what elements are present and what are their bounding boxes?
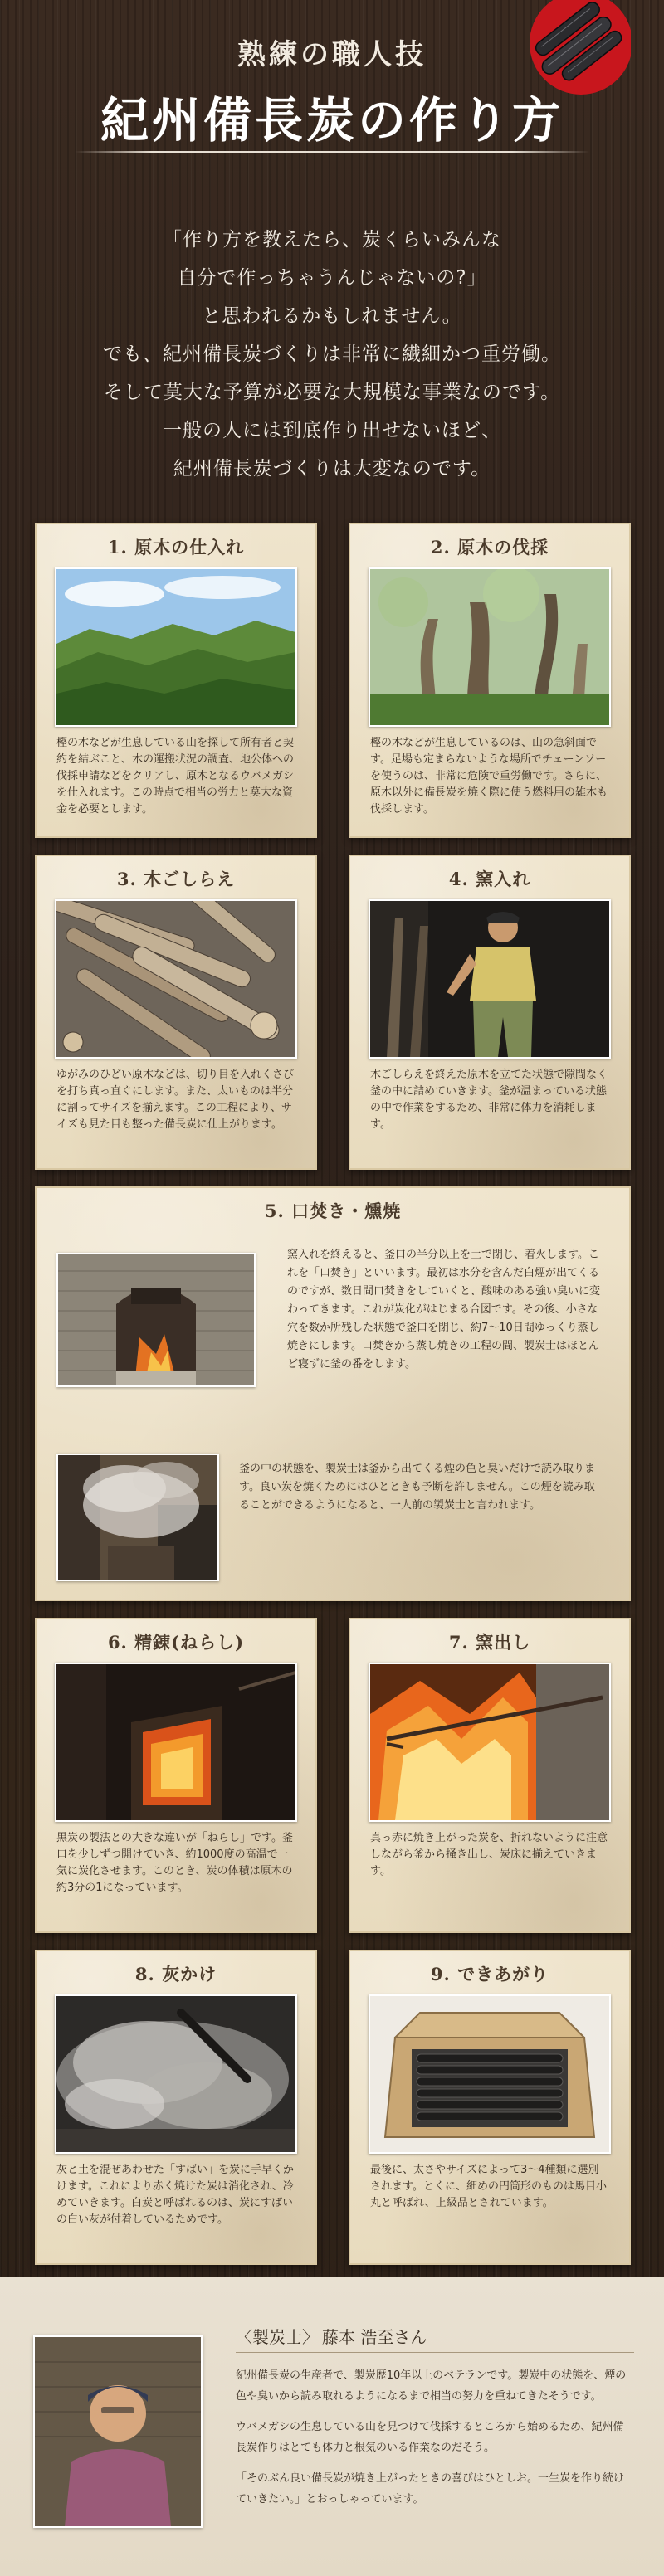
boxed-charcoal-photo (369, 1994, 611, 2154)
step-card-1 (35, 523, 317, 838)
step-title: 8. 灰かけ (134, 1964, 217, 1984)
intro-line: でも、紀州備長炭づくりは非常に繊細かつ重労働。 (103, 343, 561, 365)
kiln-mouth-fire-photo (56, 1253, 256, 1387)
step-card-7 (349, 1618, 631, 1933)
step-title: 6. 精錬(ねらし) (107, 1632, 245, 1653)
step-description-main: 窯入れを終えると、釜口の半分以上を土で閉じ、着火します。これを「口焚き」といいます。最初は水分を含んだ白煙が出てくるのですが、数日間口焚きをしていくと、酸味のある強い臭いに変わってきます。これが炭化がはじまる合図です。その後、小さな穴を数か所残した状態で釜口を閉じ、約7〜10日間ゆっくり蒸し焼きにします。口焚きから蒸し焼きの工程の間、製炭士はほとんど寝ずに釜の番をします。 (287, 1249, 601, 1371)
intro-line: そして莫大な予算が必要な大規模な事業なのです。 (103, 382, 561, 403)
step-title: 4. 窯入れ (448, 869, 531, 889)
producer-profile (0, 2277, 664, 2576)
kiln-smoke-photo (56, 1454, 219, 1581)
producer-role-label: 〈製炭士〉 (236, 2327, 319, 2347)
step-card-9 (349, 1950, 631, 2265)
step-title: 3. 木ごしらえ (116, 869, 236, 889)
step-title: 7. 窯出し (448, 1632, 531, 1653)
step-description: 灰と土を混ぜあわせた「すばい」を炭に手早くかけます。これにより赤く焼けた炭は消化され、冷めていきます。白炭と呼ばれるのは、炭にすばいの白い灰が付着しているためです。 (56, 2164, 295, 2226)
step-description: 真っ赤に焼き上がった炭を、折れないように注意しながら釜から掻き出し、炭床に揃えていきます。 (370, 1832, 608, 1877)
tree-felling-photo (369, 567, 611, 727)
glowing-charcoal-photo (369, 1663, 611, 1822)
intro-line: 紀州備長炭づくりは大変なのです。 (173, 458, 491, 480)
refining-fire-photo (55, 1663, 297, 1822)
producer-bio (236, 2365, 634, 2520)
intro-line: 「作り方を教えたら、炭くらいみんな (163, 229, 501, 251)
step-card-6 (35, 1618, 317, 1933)
page-subtitle: 熟練の職人技 (237, 38, 427, 71)
producer-portrait-photo (33, 2335, 203, 2528)
step-card-3 (35, 855, 317, 1170)
step-card-8 (35, 1950, 317, 2265)
step-description: 樫の木などが生息しているのは、山の急斜面です。足場も定まらないような場所でチェーンソーを使うのは、非常に危険で重労働です。さらに、原木以外に備長炭を焼く際に使う燃料用の雑木も伐採します。 (370, 737, 608, 816)
step-description: 黒炭の製法との大きな違いが「ねらし」です。釜口を少しずつ開けていき、約1000度の高温で一気に炭化させます。このとき、炭の体積は原木の約3分の1になっています。 (56, 1832, 293, 1894)
step-description: ゆがみのひどい原木などは、切り目を入れくさびを打ち真っ直ぐにします。また、太いものは半分に割ってサイズを揃えます。この工程により、サイズも見た目も整った備長炭に仕上がります。 (56, 1069, 295, 1131)
mountain-forest-photo (55, 567, 297, 727)
split-logs-photo (55, 899, 297, 1059)
header (0, 0, 664, 216)
step-card-5 (35, 1186, 631, 1601)
page-title: 紀州備長炭の作り方 (100, 92, 564, 149)
step-card-4 (349, 855, 631, 1170)
bio-paragraph: ウバメガシの生息している山を見つけて伐採するところから始めるため、紀州備長炭作りはとても体力と根気のいる作業なのだそう。 (236, 2421, 624, 2454)
kiln-loading-photo (369, 899, 611, 1059)
intro-line: 一般の人には到底作り出せないほど、 (163, 420, 501, 441)
step-description-sub: 釜の中の状態を、製炭士は釜から出てくる煙の色と臭いだけで読み取ります。良い炭を焼くためにはひとときも予断を許しません。この煙を読み取ることができるようになると、一人前の製炭士と言われます。 (239, 1463, 596, 1512)
step-description: 木ごしらえを終えた原木を立てた状態で隙間なく釜の中に詰めていきます。釜が温まっている状態の中で作業をするため、非常に体力を消耗します。 (370, 1069, 608, 1131)
intro-line: と思われるかもしれません。 (202, 305, 462, 327)
step-title: 9. できあがり (430, 1964, 549, 1984)
step-title: 5. 口焚き・燻焼 (264, 1200, 402, 1221)
profile-divider (236, 2352, 634, 2353)
bio-paragraph: 「そのぶん良い備長炭が焼き上がったときの喜びはひとしお。一生炭を作り続けていきたい。」とおっしゃっています。 (236, 2472, 625, 2505)
title-underline (75, 151, 589, 153)
bio-paragraph: 紀州備長炭の生産者で、製炭歴10年以上のベテランです。製炭中の状態を、煙の色や臭いから読み取れるようになるまで相当の努力を重ねてきたそうです。 (236, 2369, 627, 2403)
ash-covering-photo (55, 1994, 297, 2154)
step-card-2 (349, 523, 631, 838)
step-title: 2. 原木の伐採 (430, 537, 549, 558)
intro-text (50, 221, 614, 488)
charcoal-emblem-icon (523, 0, 631, 108)
step-description: 樫の木などが生息している山を探して所有者と契約を結ぶこと、木の運搬状況の調査、地公体への伐採申請などをクリアし、原木となるウバメガシを仕入れます。この時点で相当の労力と莫大な資金を必要とします。 (56, 737, 295, 816)
step-description: 最後に、太さやサイズによって3〜4種類に選別されます。とくに、細めの円筒形のものは馬目小丸と呼ばれ、上級品とされています。 (370, 2164, 607, 2209)
producer-name-text: 藤本 浩至さん (322, 2327, 427, 2347)
intro-line: 自分で作っちゃうんじゃないの?」 (177, 267, 487, 289)
producer-name (236, 2324, 427, 2348)
step-title: 1. 原木の仕入れ (107, 537, 245, 558)
